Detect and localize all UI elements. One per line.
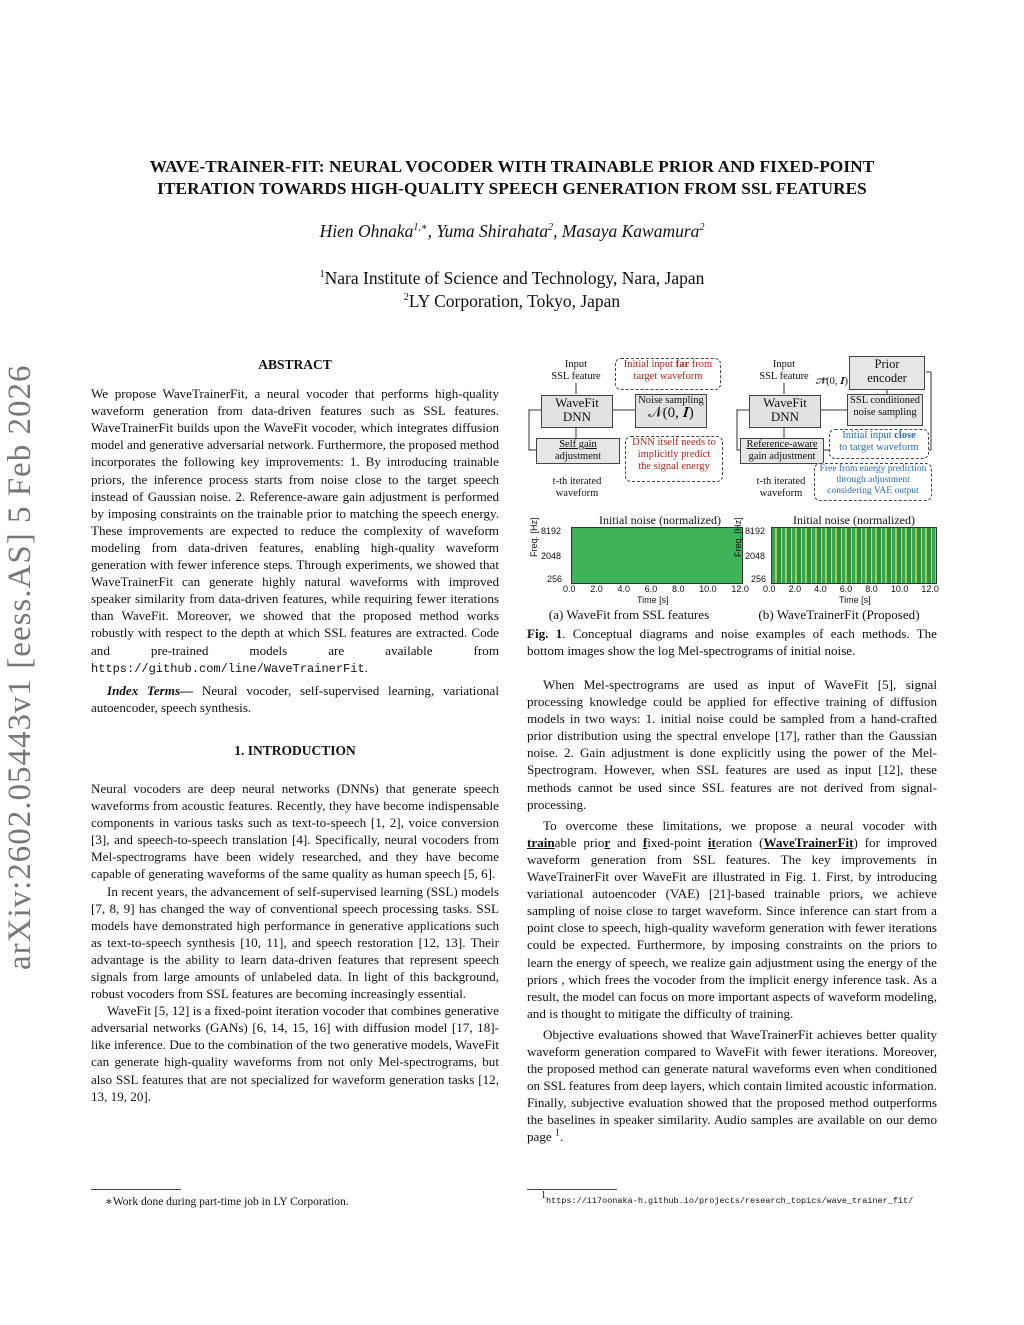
fig-b-gaussian: 𝒩(0, 𝑰) — [816, 376, 848, 387]
affil-2: LY Corporation, Tokyo, Japan — [408, 291, 621, 311]
affil-2-sup: 2 — [403, 292, 409, 304]
author-2: Yuma Shirahata — [436, 221, 549, 241]
fig-b-ytick-1: 8192 — [745, 526, 766, 536]
fig-b-iterated: t-th iterated waveform — [756, 476, 806, 499]
fig-b-ylabel: Freq. [Hz] — [733, 517, 743, 557]
paper-title — [60, 156, 964, 200]
footnote-rule-left — [91, 1189, 181, 1190]
footnote-right — [541, 1190, 914, 1206]
intro-p2: In recent years, the advancement of self-supervised learning (SSL) models [7, 8, 9] has changed the way of conventional speech processing tasks. SSL models have demonstrated high performance in generative applications such as text-to-speech synthesis [10, 11], and speech restoration [12, 13]. Their advantage is the ability to learn data-driven features that represent speech signals from large amounts of unlabeled data. In light of this background, robust vocoders from SSL features are becoming increasingly essential. — [91, 883, 499, 1002]
fig-a-ytick-3: 256 — [547, 574, 563, 584]
fig-a-gain-box: Self gain adjustment — [536, 438, 620, 464]
author-1: Hien Ohnaka — [319, 221, 414, 241]
fig-b-spec-title: Initial noise (normalized) — [793, 513, 915, 527]
demo-page-link[interactable]: https://i17oonaka-h.github.io/projects/research_topics/wave_trainer_fit/ — [546, 1196, 914, 1206]
author-3: Masaya Kawamura — [561, 221, 700, 241]
fig-a-ytick-1: 8192 — [541, 526, 562, 536]
footnote-right-sup: 1 — [541, 1190, 546, 1202]
index-terms — [91, 682, 499, 716]
intro-heading: 1. INTRODUCTION — [234, 742, 356, 758]
fig-b-prior-encoder: Prior encoder — [849, 356, 925, 390]
fig-caption-text: . Conceptual diagrams and noise examples of each methods. The bottom images show the log Mel-spectrograms of initial noise. — [527, 626, 937, 658]
right-column — [527, 676, 937, 1146]
title-line-1: WAVE-TRAINER-FIT: NEURAL VOCODER WITH TRAINABLE PRIOR AND FIXED-POINT — [149, 157, 875, 176]
fig-a-dnn-note: DNN itself needs to implicitly predict the signal energy — [625, 436, 723, 482]
fig-a-iterated: t-th iterated waveform — [552, 476, 602, 499]
figure-1-caption — [527, 625, 937, 659]
fig-b-spectrogram — [771, 527, 937, 584]
affiliations — [0, 267, 1024, 313]
abstract-url-end: . — [364, 659, 368, 675]
fig-b-input: Input SSL feature — [759, 359, 809, 382]
affil-1-sup: 1 — [319, 269, 325, 281]
author-1-sup: 1,∗ — [413, 222, 428, 234]
right-p1: When Mel-spectrograms are used as input of WaveFit [5], signal processing knowledge could be applied for effective training of diffusion models in two ways: 1. initial noise could be sampled from a hand-crafted prior distribution using the spectral envelope [17], rather than the Gaussian noise. 2. Gain adjustment is done explicitly using the power of the Mel-Spectrogram. However, when SSL features are used as input [12], these methods cannot be used since SSL features are not derived from signal-processing. — [527, 677, 937, 812]
fig-caption-label: Fig. 1 — [527, 626, 563, 641]
fig-b-close-note: Initial input close to target waveform — [829, 429, 929, 459]
fig-b-gain-box: Reference-aware gain adjustment — [740, 438, 824, 464]
fig-a-wavefit-box: WaveFit DNN — [541, 395, 613, 428]
abstract-text — [91, 385, 499, 678]
fig-b-ytick-2: 2048 — [745, 551, 766, 561]
fig-b-free-note: Free from energy prediction through adjustment considering VAE output — [814, 463, 932, 501]
fig-b-caption: (b) WaveTrainerFit (Proposed) — [758, 607, 920, 622]
method-name: WaveTrainerFit — [763, 834, 854, 850]
authors: Hien Ohnaka$^{1,∗}$, Yuma Shirahata$^2$, Masaya Kawamura$^2$ — [319, 221, 705, 241]
right-p2: To overcome these limitations, we propose a neural vocoder with trainable prior and fixed-point iteration (WaveTrainerFit) for improved waveform generation from SSL features. The key improvements in WaveTrainerFit over WaveFit are illustrated in Fig. 1. First, by introducing variational autoencoder (VAE) [21]-based trainable priors, we achieve sampling of noise close to target waveform. Since inference can start from a point close to speech, high-quality waveform generation with fewer iterations could be expected. Furthermore, by imposing constraints on the priors to learn the energy of speech, we realize gain adjustment using the energy of the priors , which frees the vocoder from the implicit energy inference task. As a result, the model can focus on more important aspects of waveform modeling, and is thought to mitigate the difficulty of training. — [527, 817, 937, 1021]
footnote-left: ∗Work done during part-time job in LY Corporation. — [105, 1196, 349, 1208]
fig-b-wavefit-box: WaveFit DNN — [749, 395, 821, 428]
author-2-sup: 2 — [548, 222, 554, 234]
index-terms-label: Index Terms— — [107, 682, 194, 698]
figure-1 — [527, 352, 937, 624]
abstract-body: We propose WaveTrainerFit, a neural vocoder that performs high-quality waveform generation from data-driven features such as SSL features. WaveTrainerFit builds upon the WaveFit vocoder, which integrates diffusion model and generative adversarial network. Furthermore, the proposed method incorporates the following key improvements: 1. By introducing trainable priors, the inference process starts from noise close to the target speech instead of Gaussian noise. 2. Reference-aware gain adjustment is performed by imposing constraints on the trainable prior to matching the speech energy. These improvements are expected to reduce the complexity of waveform modeling from data-driven features, enabling high-quality waveform generation with fewer inference steps. Through experiments, we showed that WaveTrainerFit can generate highly natural waveforms with improved speaker similarity from data-driven features, while requiring fewer iterations than WaveFit. Moreover, we showed that the proposed method works robustly with respect to the depth at which SSL features are extracted. Code and pre-trained models are available from — [91, 386, 499, 658]
fig-a-input: Input SSL feature — [551, 359, 601, 382]
intro-p1: Neural vocoders are deep neural networks (DNNs) that generate speech waveforms from acoustic features. Recently, they have become indispensable components in various tasks such as text-to-speech [1, 2], voice conversion [3], and speech-to-speech translation [4]. Specifically, neural vocoders from Mel-spectrograms have been widely researched, and they have become capable of generating waveforms of the same quality as human speech [5, 6]. — [91, 780, 499, 882]
footnote-ref-1[interactable]: 1 — [555, 1128, 560, 1140]
left-column — [91, 356, 499, 1105]
fig-b-xticks: 0.0 2.0 4.0 6.0 8.0 10.0 12.0 — [763, 584, 939, 594]
abstract-heading: ABSTRACT — [258, 357, 332, 372]
code-link[interactable]: https://github.com/line/WaveTrainerFit — [91, 661, 365, 676]
fig-a-noise-box: Noise sampling 𝒩(0, 𝑰) — [635, 394, 707, 428]
fig-b-xlabel: Time [s] — [839, 595, 871, 605]
fig-a-ylabel: Freq. [Hz] — [529, 517, 539, 557]
fig-a-far-note: Initial input far from target waveform — [615, 358, 721, 390]
title-line-2: ITERATION TOWARDS HIGH-QUALITY SPEECH GENERATION FROM SSL FEATURES — [157, 179, 867, 198]
fig-b-ytick-3: 256 — [751, 574, 767, 584]
fig-b-cond-noise-box: SSL conditioned noise sampling — [847, 394, 923, 426]
arxiv-sidebar-id: arXiv:2602.05443v1 [eess.AS] 5 Feb 2026 — [2, 364, 38, 970]
fig-a-ytick-2: 2048 — [541, 551, 562, 561]
fig-a-spec-title: Initial noise (normalized) — [599, 513, 721, 527]
fig-a-xlabel: Time [s] — [637, 595, 669, 605]
fig-a-spectrogram — [571, 527, 743, 584]
affil-1: Nara Institute of Science and Technology, Nara, Japan — [324, 268, 705, 288]
index-terms-text: Neural vocoder, self-supervised learning, variational autoencoder, speech synthesis. — [91, 682, 499, 715]
fig-a-xticks: 0.0 2.0 4.0 6.0 8.0 10.0 12.0 — [563, 584, 749, 594]
author-3-sup: 2 — [699, 222, 705, 234]
intro-p3: WaveFit [5, 12] is a fixed-point iteration vocoder that combines generative adversarial networks (GANs) [6, 14, 15, 16] with diffusion model [17, 18]-like inference. Due to the combination of the two generative models, WaveFit can generate high-quality waveforms from not only Mel-spectrograms, but also SSL features that are not specialized for waveform generation tasks [12, 13, 19, 20]. — [91, 1003, 499, 1104]
right-p3: Objective evaluations showed that WaveTrainerFit achieves better quality waveform generation compared to WaveFit with fewer iterations. Moreover, the proposed method can generate natural waveforms even when conditioned on SSL features from deep layers, which contain limited acoustic information. Finally, subjective evaluation showed that the proposed method outperforms the baselines in speaker similarity. Audio samples are available on our demo page $^1$. — [527, 1026, 937, 1145]
fig-a-caption: (a) WaveFit from SSL features — [548, 607, 710, 622]
